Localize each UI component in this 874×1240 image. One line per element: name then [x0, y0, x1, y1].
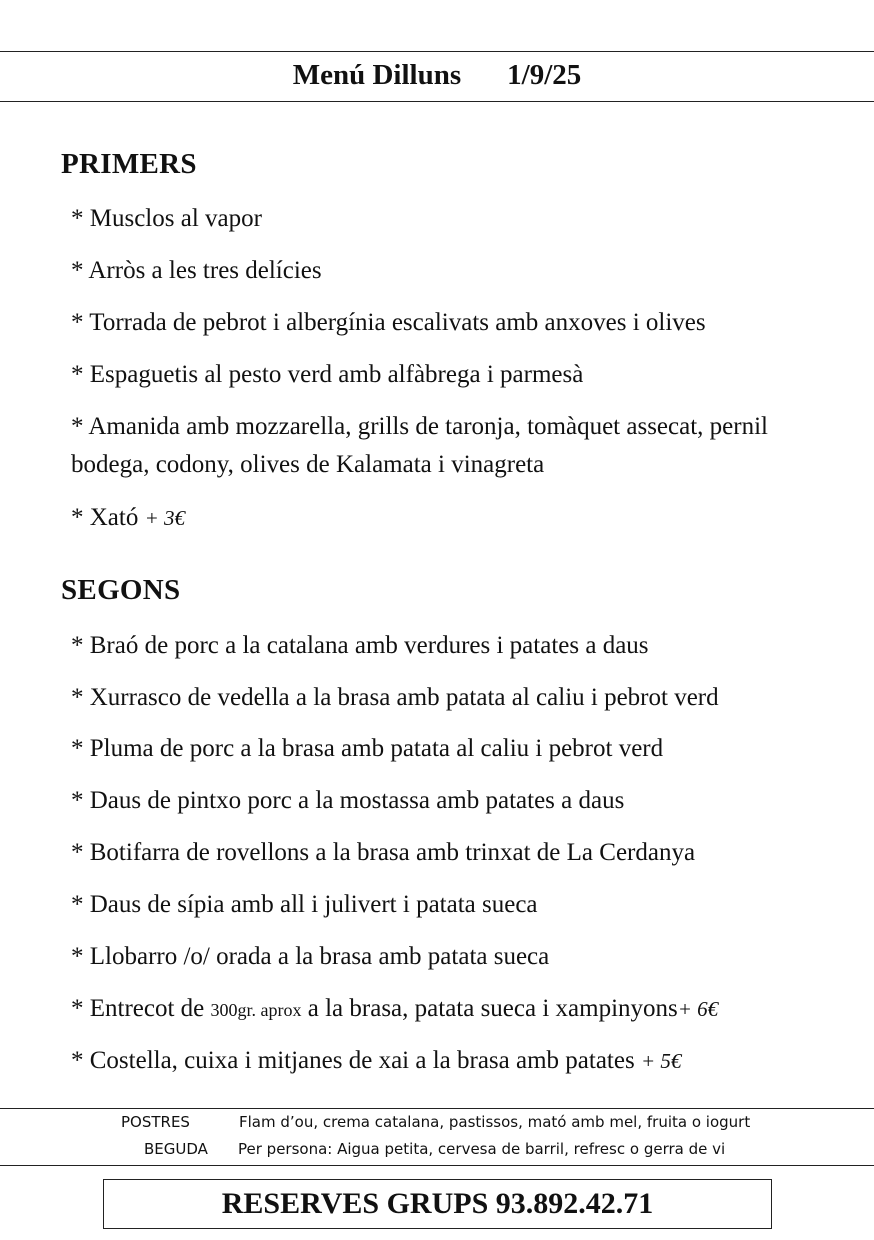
menu-title: Menú Dilluns — [292, 59, 462, 91]
primers-heading: PRIMERS — [61, 148, 197, 180]
header-top-rule — [0, 51, 874, 52]
footer-top-rule — [0, 1108, 874, 1109]
menu-item: * Llobarro /o/ orada a la brasa amb patata sueca — [71, 943, 550, 970]
postres-text: Flam d’ou, crema catalana, pastissos, mató amb mel, fruita o iogurt — [239, 1113, 751, 1131]
menu-item: * Xurrasco de vedella a la brasa amb patata al caliu i pebrot verd — [71, 684, 719, 711]
menu-item: * Torrada de pebrot i albergínia escalivats amb anxoves i olives — [71, 309, 706, 336]
menu-date: 1/9/25 — [507, 59, 582, 91]
menu-item-text-after: a la brasa, patata sueca i xampinyons — [307, 995, 678, 1022]
menu-header — [0, 56, 874, 94]
menu-item-text: * Entrecot de — [71, 995, 205, 1022]
menu-item-text: * Costella, cuixa i mitjanes de xai a la brasa amb patates — [71, 1047, 635, 1074]
beguda-label: BEGUDA — [144, 1140, 208, 1158]
segons-heading: SEGONS — [61, 574, 181, 606]
menu-item: * Botifarra de rovellons a la brasa amb trinxat de La Cerdanya — [71, 839, 696, 866]
menu-item — [71, 990, 851, 1029]
menu-item-text: * Xató — [71, 504, 139, 531]
menu-item: * Arròs a les tres delícies — [71, 257, 322, 284]
footer-bottom-rule — [0, 1165, 874, 1166]
menu-item: * Daus de sípia amb all i julivert i patata sueca — [71, 891, 538, 918]
menu-item: * Amanida amb mozzarella, grills de taronja, tomàquet assecat, pernil bodega, codony, olives de Kalamata i vinagreta — [71, 413, 768, 478]
menu-item: * Musclos al vapor — [71, 205, 262, 232]
menu-item: * Daus de pintxo porc a la mostassa amb patates a daus — [71, 787, 625, 814]
menu-item-surcharge: + 5€ — [640, 1049, 682, 1073]
postres-label: POSTRES — [121, 1113, 190, 1131]
menu-item — [71, 1042, 851, 1080]
reserves-banner — [103, 1179, 772, 1229]
menu-item: * Braó de porc a la catalana amb verdures i patates a daus — [71, 632, 649, 659]
menu-item — [71, 499, 851, 537]
menu-item-surcharge: + 6€ — [677, 997, 719, 1021]
reserves-text: RESERVES GRUPS 93.892.42.71 — [221, 1187, 654, 1220]
beguda-text: Per persona: Aigua petita, cervesa de barril, refresc o gerra de vi — [238, 1140, 726, 1158]
menu-item: * Espaguetis al pesto verd amb alfàbrega i parmesà — [71, 361, 584, 388]
menu-item: * Pluma de porc a la brasa amb patata al caliu i pebrot verd — [71, 735, 664, 762]
menu-item-weight: 300gr. aprox — [210, 1000, 302, 1020]
menu-item-surcharge: + 3€ — [144, 506, 186, 530]
header-bottom-rule — [0, 101, 874, 102]
